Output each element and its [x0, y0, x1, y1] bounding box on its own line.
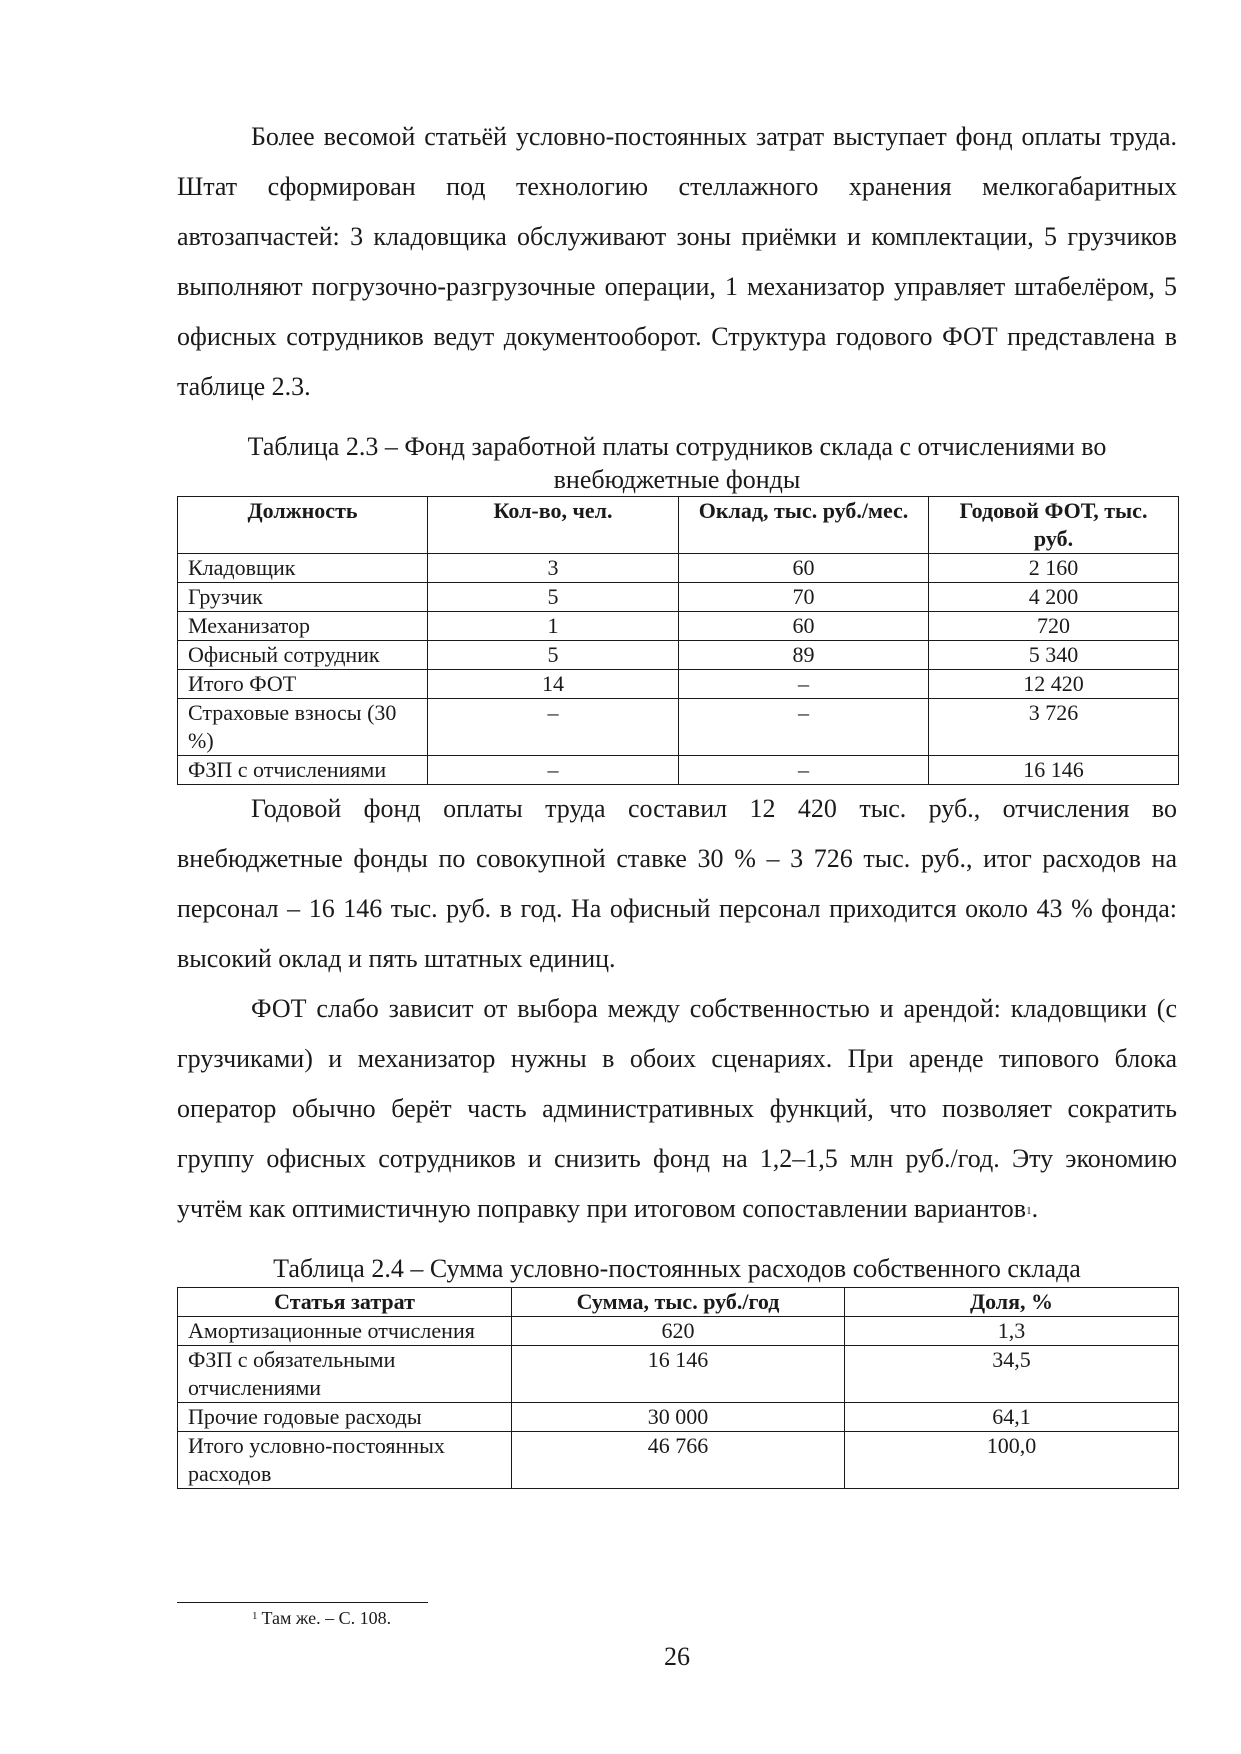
table-row: [178, 670, 1179, 699]
cell-position: Механизатор: [178, 612, 428, 641]
footnote-separator: [177, 1602, 428, 1603]
page-number: 26: [664, 1642, 690, 1671]
header-cell: Статья затрат: [178, 1288, 512, 1317]
table-row: [178, 1432, 1179, 1489]
cell-item: Итого условно-постоянных расходов: [178, 1432, 512, 1489]
cell-salary: –: [679, 670, 929, 699]
cell-count: –: [428, 699, 679, 756]
cell-annual: 3 726: [929, 699, 1179, 756]
cell-salary: 60: [679, 554, 929, 583]
table-2-4: [177, 1287, 1179, 1489]
header-cell: Доля, %: [845, 1288, 1179, 1317]
table-row: [178, 554, 1179, 583]
cell-item: ФЗП с обязательными отчислениями: [178, 1346, 512, 1403]
paragraph-fot-dependency-text: ФОТ слабо зависит от выбора между собственностью и арендой: кладовщики (с грузчиками) и механизатор нужны в обоих сценариях. При аренде типового блока оператор обычно берёт часть административных функций, что позволяет сократить группу офисных сотрудников и снизить фонд на 1,2–1,5 млн руб./год. Эту экономию учтём как оптимистичную поправку при итоговом сопоставлении вариантов: [177, 994, 1177, 1223]
cell-item: Прочие годовые расходы: [178, 1403, 512, 1432]
cell-sum: 30 000: [512, 1403, 845, 1432]
cell-item: Амортизационные отчисления: [178, 1317, 512, 1346]
cell-share: 1,3: [845, 1317, 1179, 1346]
cell-annual: 720: [929, 612, 1179, 641]
cell-annual: 16 146: [929, 756, 1179, 785]
table-row: [178, 1317, 1179, 1346]
table-2-4-caption: Таблица 2.4 – Сумма условно-постоянных расходов собственного склада: [273, 1254, 1081, 1283]
table-row: [178, 583, 1179, 612]
cell-annual: 12 420: [929, 670, 1179, 699]
cell-salary: –: [679, 756, 929, 785]
paragraph-end-punct: .: [1031, 1194, 1039, 1223]
cell-share: 64,1: [845, 1403, 1179, 1432]
header-cell: Сумма, тыс. руб./год: [512, 1288, 845, 1317]
table-header-row: [178, 1288, 1179, 1317]
footnote: [252, 1606, 391, 1630]
cell-share: 100,0: [845, 1432, 1179, 1489]
cell-salary: 60: [679, 612, 929, 641]
paragraph-intro: Более весомой статьёй условно-постоянных затрат выступает фонд оплаты труда. Штат сформирован под технологию стеллажного хранения мелкогабаритных автозапчастей: 3 кладовщика обслуживают зоны приёмки и комплектации, 5 грузчиков выполняют погрузочно-разгрузочные операции, 1 механизатор управляет штабелёром, 5 офисных сотрудников ведут документооборот. Структура годового ФОТ представлена в таблице 2.3.: [177, 122, 1177, 401]
cell-position: ФЗП с отчислениями: [178, 756, 428, 785]
document-page: [177, 112, 1177, 1489]
cell-count: 5: [428, 641, 679, 670]
table-2-3: [177, 496, 1179, 785]
paragraph-fot-summary: Годовой фонд оплаты труда составил 12 420 тыс. руб., отчисления во внебюджетные фонды по совокупной ставке 30 % – 3 726 тыс. руб., итог расходов на персонал – 16 146 тыс. руб. в год. На офисный персонал приходится около 43 % фонда: высокий оклад и пять штатных единиц.: [177, 794, 1177, 973]
header-cell: Оклад, тыс. руб./мес.: [679, 497, 929, 554]
cell-sum: 16 146: [512, 1346, 845, 1403]
table-row: [178, 612, 1179, 641]
footnote-text: Там же. – С. 108.: [261, 1608, 392, 1628]
cell-position: Итого ФОТ: [178, 670, 428, 699]
header-cell: Должность: [178, 497, 428, 554]
cell-annual: 5 340: [929, 641, 1179, 670]
cell-salary: 89: [679, 641, 929, 670]
table-header-row: [178, 497, 1179, 554]
cell-salary: 70: [679, 583, 929, 612]
cell-position: Страховые взносы (30 %): [178, 699, 428, 756]
footnote-marker: 1: [252, 1610, 258, 1622]
cell-count: 3: [428, 554, 679, 583]
cell-count: 5: [428, 583, 679, 612]
cell-position: Грузчик: [178, 583, 428, 612]
cell-count: –: [428, 756, 679, 785]
paragraph-fot-dependency: [177, 984, 1177, 1234]
footnote-reference[interactable]: 1: [1026, 1205, 1032, 1217]
table-row: [178, 1346, 1179, 1403]
cell-position: Кладовщик: [178, 554, 428, 583]
cell-position: Офисный сотрудник: [178, 641, 428, 670]
cell-share: 34,5: [845, 1346, 1179, 1403]
cell-count: 1: [428, 612, 679, 641]
cell-sum: 46 766: [512, 1432, 845, 1489]
cell-annual: 2 160: [929, 554, 1179, 583]
cell-salary: –: [679, 699, 929, 756]
cell-annual: 4 200: [929, 583, 1179, 612]
cell-count: 14: [428, 670, 679, 699]
header-cell: Кол-во, чел.: [428, 497, 679, 554]
header-cell: Годовой ФОТ, тыс. руб.: [929, 497, 1179, 554]
table-row: [178, 641, 1179, 670]
table-row: [178, 699, 1179, 756]
table-row: [178, 756, 1179, 785]
cell-sum: 620: [512, 1317, 845, 1346]
table-2-3-caption: Таблица 2.3 – Фонд заработной платы сотрудников склада с отчислениями во внебюджетные фонды: [247, 432, 1107, 494]
table-row: [178, 1403, 1179, 1432]
